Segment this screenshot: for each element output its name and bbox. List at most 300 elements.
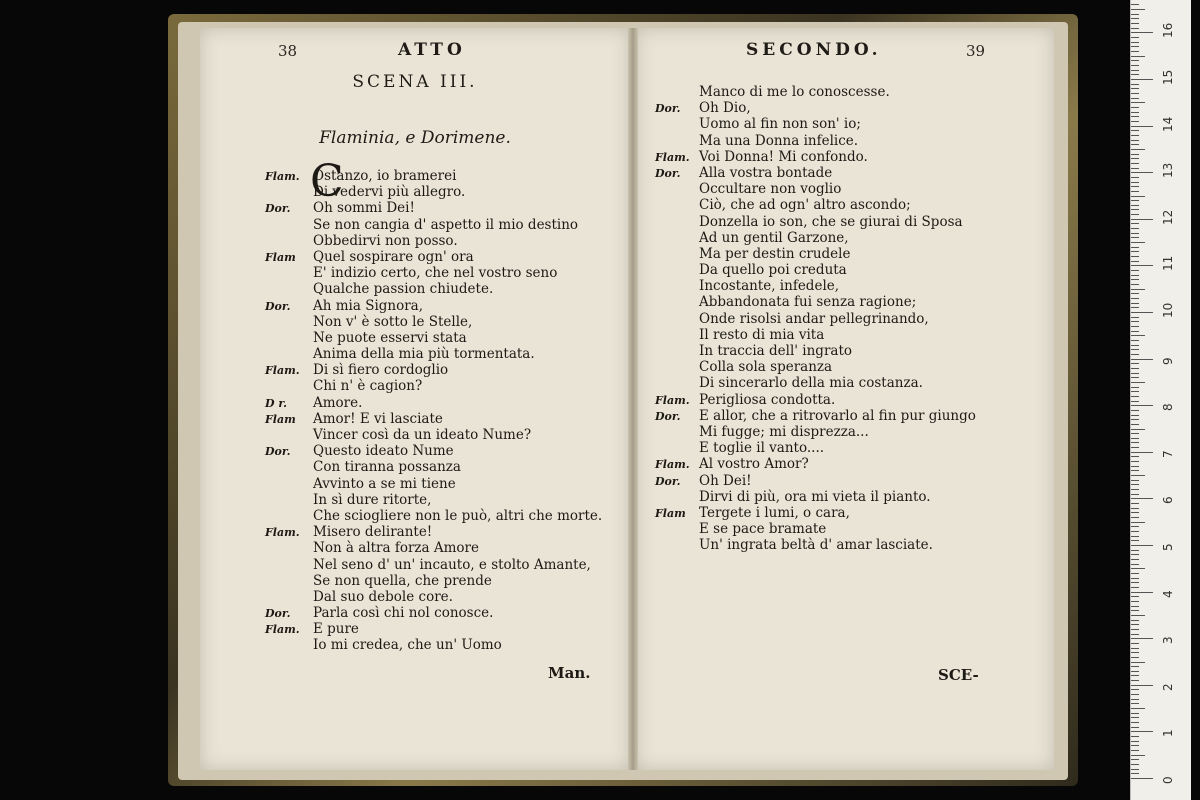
verse-text: Colla sola speranza <box>699 359 833 376</box>
ruler-tick <box>1131 172 1153 173</box>
ruler-tick <box>1131 256 1139 257</box>
ruler-number: 4 <box>1161 589 1175 598</box>
ruler-tick <box>1131 51 1139 52</box>
ruler-tick <box>1131 163 1139 164</box>
ruler-tick <box>1131 144 1139 145</box>
verse-text: E pure <box>313 621 359 638</box>
verse-text: Io mi credea, che un' Uomo <box>313 637 502 654</box>
text-line <box>265 443 602 459</box>
ruler-tick <box>1131 219 1153 220</box>
ruler-tick <box>1131 247 1139 248</box>
ruler-tick <box>1131 42 1139 43</box>
text-line <box>265 217 602 233</box>
ruler-tick <box>1131 298 1139 299</box>
ruler-tick <box>1131 116 1139 117</box>
speaker-label: Flam. <box>655 393 690 407</box>
ruler-tick <box>1131 279 1139 280</box>
verse-text: E se pace bramate <box>699 521 827 538</box>
ruler-tick <box>1131 564 1139 565</box>
ruler-tick <box>1131 331 1139 332</box>
ruler-tick <box>1131 769 1139 770</box>
left-page-text <box>265 168 602 654</box>
ruler-tick <box>1131 671 1139 672</box>
verse-text: E toglie il vanto.... <box>699 440 825 457</box>
text-line <box>655 408 976 424</box>
text-line <box>265 395 602 411</box>
text-line <box>265 589 602 605</box>
ruler-tick <box>1131 251 1139 252</box>
ruler-tick <box>1131 759 1139 760</box>
text-line <box>265 524 602 540</box>
ruler-tick <box>1131 121 1139 122</box>
verse-text: Misero delirante! <box>313 524 433 541</box>
left-catchword: Man. <box>548 664 591 682</box>
ruler-tick <box>1131 177 1139 178</box>
ruler-number: 15 <box>1161 69 1175 85</box>
ruler-tick <box>1131 387 1139 388</box>
verse-text: Ah mia Signora, <box>313 297 424 314</box>
ruler-tick <box>1131 764 1139 765</box>
ruler-tick <box>1131 289 1145 290</box>
ruler-number: 1 <box>1161 729 1175 738</box>
ruler-tick <box>1131 634 1139 635</box>
ruler-tick <box>1131 778 1153 779</box>
verse-text: Con tiranna possanza <box>313 459 461 476</box>
ruler-tick <box>1131 46 1139 47</box>
speaker-label: Flam <box>265 250 296 264</box>
verse-text: In sì dure ritorte, <box>313 491 432 508</box>
verse-text: Perigliosa condotta. <box>699 391 836 408</box>
ruler-tick <box>1131 727 1139 728</box>
verse-text: Ma per destin crudele <box>699 245 851 262</box>
ruler-tick <box>1131 540 1139 541</box>
ruler-tick <box>1131 354 1139 355</box>
ruler-number: 0 <box>1161 776 1175 784</box>
ruler-tick <box>1131 680 1139 681</box>
ruler-tick <box>1131 517 1139 518</box>
verse-text: Uomo al fin non son' io; <box>699 116 861 133</box>
ruler-tick <box>1131 587 1139 588</box>
ruler-tick <box>1131 489 1139 490</box>
ruler-tick <box>1131 624 1139 625</box>
speaker-label: Flam. <box>265 526 300 540</box>
verse-text: Avvinto a se mi tiene <box>313 475 456 492</box>
ruler-tick <box>1131 568 1145 569</box>
ruler-tick <box>1131 610 1139 611</box>
text-line <box>265 298 602 314</box>
text-line <box>265 378 602 394</box>
verse-text: Il resto di mia vita <box>699 326 825 343</box>
ruler-tick <box>1131 424 1139 425</box>
ruler-tick <box>1131 135 1139 136</box>
text-line <box>655 116 976 132</box>
ruler-tick <box>1131 79 1153 80</box>
ruler-tick <box>1131 722 1139 723</box>
ruler-number: 10 <box>1161 302 1175 318</box>
ruler-tick <box>1131 65 1139 66</box>
text-line <box>265 346 602 362</box>
speaker-label: Flam. <box>655 458 690 472</box>
text-line <box>655 278 976 294</box>
text-line <box>265 459 602 475</box>
ruler-tick <box>1131 265 1153 266</box>
ruler-tick <box>1131 550 1139 551</box>
text-line <box>655 262 976 278</box>
ruler-tick <box>1131 317 1139 318</box>
ruler-tick <box>1131 573 1139 574</box>
verse-text: E' indizio certo, che nel vostro seno <box>313 265 558 282</box>
verse-text: Mi fugge; mi disprezza... <box>699 423 869 440</box>
ruler-tick <box>1131 149 1145 150</box>
verse-text: Questo ideato Nume <box>313 443 454 460</box>
ruler-tick <box>1131 713 1139 714</box>
ruler-tick <box>1131 130 1139 131</box>
verse-text: Al vostro Amor? <box>699 456 809 473</box>
ruler-tick <box>1131 205 1139 206</box>
verse-text: Di vedervi più allegro. <box>313 184 466 201</box>
text-line <box>265 557 602 573</box>
text-line <box>655 214 976 230</box>
verse-text: Manco di me lo conoscesse. <box>699 84 890 100</box>
ruler-tick <box>1131 456 1139 457</box>
ruler-tick <box>1131 662 1145 663</box>
ruler-tick <box>1131 196 1145 197</box>
verse-text: Quel sospirare ogn' ora <box>313 248 474 265</box>
verse-text: Vincer così da un ideato Nume? <box>313 427 532 443</box>
verse-text: Di sincerarlo della mia costanza. <box>699 375 923 392</box>
verse-text: Occultare non voglio <box>699 181 842 198</box>
ruler-tick <box>1131 359 1153 360</box>
ruler-tick <box>1131 335 1145 336</box>
text-line <box>655 165 976 181</box>
ruler-tick <box>1131 442 1139 443</box>
ruler-tick <box>1131 433 1139 434</box>
text-line <box>655 294 976 310</box>
verse-text: Parla così chi nol conosce. <box>313 605 494 622</box>
measuring-ruler <box>1130 0 1191 800</box>
text-line <box>265 411 602 427</box>
ruler-tick <box>1131 270 1139 271</box>
ruler-tick <box>1131 741 1139 742</box>
ruler-tick <box>1131 242 1145 243</box>
ruler-tick <box>1131 526 1139 527</box>
text-line <box>265 168 602 184</box>
ruler-tick <box>1131 643 1139 644</box>
text-line <box>265 265 602 281</box>
speaker-label: Dor. <box>655 409 681 423</box>
text-line <box>265 621 602 637</box>
ruler-tick <box>1131 731 1153 732</box>
ruler-tick <box>1131 745 1139 746</box>
ruler-tick <box>1131 638 1153 639</box>
speaker-label: Dor. <box>655 474 681 488</box>
verse-text: Amor! E vi lasciate <box>313 410 443 427</box>
verse-text: Oh sommi Dei! <box>313 200 415 217</box>
text-line <box>655 505 976 521</box>
verse-text: In traccia dell' ingrato <box>699 343 853 359</box>
speaker-label: Flam. <box>265 170 300 183</box>
ruler-tick <box>1131 37 1139 38</box>
ruler-tick <box>1131 578 1139 579</box>
speaker-label: Flam. <box>265 364 300 378</box>
text-line <box>655 489 976 505</box>
text-line <box>655 327 976 343</box>
ruler-tick <box>1131 508 1139 509</box>
ruler-tick <box>1131 685 1153 686</box>
ruler-tick <box>1131 461 1139 462</box>
ruler-tick <box>1131 438 1139 439</box>
text-line <box>265 330 602 346</box>
speaker-label: Flam. <box>265 623 300 637</box>
ruler-tick <box>1131 498 1153 499</box>
ruler-tick <box>1131 307 1139 308</box>
verse-text: Oh Dio, <box>699 100 751 117</box>
ruler-tick <box>1131 88 1139 89</box>
text-line <box>655 133 976 149</box>
text-line <box>265 233 602 249</box>
text-line <box>655 537 976 553</box>
speaker-label: Flam <box>265 412 296 426</box>
verse-text: Qualche passion chiudete. <box>313 281 494 298</box>
ruler-tick <box>1131 349 1139 350</box>
ruler-tick <box>1131 214 1139 215</box>
ruler-tick <box>1131 363 1139 364</box>
scene-characters: Flaminia, e Dorimene. <box>319 128 511 148</box>
ruler-tick <box>1131 447 1139 448</box>
ruler-number: 12 <box>1161 209 1175 225</box>
verse-text: Che sciogliere non le può, altri che morte. <box>313 507 603 524</box>
text-line <box>655 84 976 100</box>
text-line <box>265 492 602 508</box>
text-line <box>655 359 976 375</box>
verse-text: Ad un gentil Garzone, <box>699 229 849 246</box>
ruler-tick <box>1131 102 1145 103</box>
speaker-label: Dor. <box>265 202 291 216</box>
ruler-tick <box>1131 28 1139 29</box>
text-line <box>655 149 976 165</box>
ruler-tick <box>1131 23 1139 24</box>
ruler-tick <box>1131 321 1139 322</box>
ruler-number: 3 <box>1161 636 1175 645</box>
verse-text: Obbedirvi non posso. <box>313 232 458 249</box>
text-line <box>655 456 976 472</box>
verse-text: Anima della mia più tormentata. <box>313 346 535 363</box>
ruler-tick <box>1131 373 1139 374</box>
ruler-tick <box>1131 312 1153 313</box>
verse-text: Ne puote esservi stata <box>313 329 467 346</box>
ruler-tick <box>1131 326 1139 327</box>
text-line <box>655 181 976 197</box>
verse-text: Onde risolsi andar pellegrinando, <box>699 310 929 327</box>
scene-title: SCENA III. <box>352 72 478 92</box>
ruler-number: 9 <box>1161 356 1175 365</box>
verse-text: Amore. <box>313 394 363 411</box>
ruler-tick <box>1131 652 1139 653</box>
ruler-tick <box>1131 466 1139 467</box>
text-line <box>655 424 976 440</box>
ruler-tick <box>1131 522 1145 523</box>
ruler-tick <box>1131 228 1139 229</box>
ruler-tick <box>1131 209 1139 210</box>
ruler-tick <box>1131 615 1145 616</box>
ruler-tick <box>1131 340 1139 341</box>
verse-text: Nel seno d' un' incauto, e stolto Amante, <box>313 556 591 573</box>
ruler-tick <box>1131 703 1139 704</box>
right-page-text <box>655 84 976 553</box>
right-catchword: SCE- <box>938 666 979 684</box>
ruler-tick <box>1131 396 1139 397</box>
text-line <box>265 508 602 524</box>
right-running-head: SECONDO. <box>746 40 882 60</box>
verse-text: Di sì fiero cordoglio <box>313 362 449 379</box>
text-line <box>265 249 602 265</box>
ruler-tick <box>1131 70 1139 71</box>
text-line <box>265 314 602 330</box>
ruler-tick <box>1131 223 1139 224</box>
speaker-label: Dor. <box>265 299 291 313</box>
text-line <box>265 362 602 378</box>
ruler-tick <box>1131 554 1139 555</box>
ruler-tick <box>1131 293 1139 294</box>
text-line <box>265 281 602 297</box>
ruler-tick <box>1131 536 1139 537</box>
ruler-number: 2 <box>1161 683 1175 691</box>
ruler-tick <box>1131 93 1139 94</box>
ruler-tick <box>1131 154 1139 155</box>
speaker-label: Dor. <box>655 102 681 116</box>
ruler-tick <box>1131 620 1139 621</box>
verse-text: Alla vostra bontade <box>699 164 833 181</box>
ruler-tick <box>1131 261 1139 262</box>
ruler-tick <box>1131 559 1139 560</box>
ruler-tick <box>1131 629 1139 630</box>
verse-text: Chi n' è cagion? <box>313 378 423 395</box>
ruler-number: 5 <box>1161 543 1175 551</box>
verse-text: Tergete i lumi, o cara, <box>699 504 850 521</box>
ruler-tick <box>1131 657 1139 658</box>
text-line <box>655 392 976 408</box>
verse-text: Se non cangia d' aspetto il mio destino <box>313 216 579 233</box>
verse-text: Voi Donna! Mi confondo. <box>699 148 868 165</box>
text-line <box>265 200 602 216</box>
drop-capital: C <box>310 156 344 207</box>
text-line <box>655 311 976 327</box>
ruler-tick <box>1131 32 1153 33</box>
ruler-tick <box>1131 470 1139 471</box>
ruler-number: 8 <box>1161 403 1175 412</box>
verse-text: Ma una Donna infelice. <box>699 132 859 149</box>
ruler-tick <box>1131 405 1153 406</box>
text-line <box>655 230 976 246</box>
text-line <box>265 637 602 653</box>
ruler-tick <box>1131 699 1139 700</box>
ruler-tick <box>1131 284 1139 285</box>
ruler-tick <box>1131 689 1139 690</box>
ruler-tick <box>1131 56 1145 57</box>
ruler-tick <box>1131 14 1139 15</box>
verse-text: Dirvi di più, ora mi vieta il pianto. <box>699 488 931 505</box>
ruler-tick <box>1131 233 1139 234</box>
ruler-tick <box>1131 200 1139 201</box>
ruler-tick <box>1131 592 1153 593</box>
text-line <box>265 184 602 200</box>
ruler-tick <box>1131 750 1139 751</box>
ruler-number: 6 <box>1161 496 1175 505</box>
left-page-number: 38 <box>278 42 298 60</box>
ruler-tick <box>1131 84 1139 85</box>
verse-text: Incostante, infedele, <box>699 278 840 295</box>
ruler-tick <box>1131 596 1139 597</box>
text-line <box>655 473 976 489</box>
ruler-tick <box>1131 494 1139 495</box>
verse-text: Non à altra forza Amore <box>313 540 480 557</box>
verse-text: Abbandonata fui senza ragione; <box>699 294 917 311</box>
ruler-tick <box>1131 666 1139 667</box>
speaker-label: Dor. <box>655 166 681 180</box>
left-running-head: ATTO <box>398 40 466 60</box>
ruler-tick <box>1131 9 1145 10</box>
ruler-tick <box>1131 401 1139 402</box>
ruler-tick <box>1131 4 1139 5</box>
ruler-tick <box>1131 773 1139 774</box>
ruler-tick <box>1131 717 1139 718</box>
speaker-label: D r. <box>265 396 287 410</box>
ruler-tick <box>1131 648 1139 649</box>
verse-text: Donzella io son, che se giurai di Sposa <box>699 213 963 230</box>
ruler-tick <box>1131 168 1139 169</box>
ruler-tick <box>1131 60 1139 61</box>
text-line <box>655 521 976 537</box>
ruler-number: 13 <box>1161 162 1175 179</box>
verse-text: Un' ingrata beltà d' amar lasciate. <box>699 537 933 554</box>
text-line <box>655 375 976 391</box>
ruler-tick <box>1131 410 1139 411</box>
text-line <box>655 246 976 262</box>
ruler-tick <box>1131 601 1139 602</box>
ruler-tick <box>1131 694 1139 695</box>
text-line <box>265 573 602 589</box>
ruler-tick <box>1131 158 1139 159</box>
verse-text: E allor, che a ritrovarlo al fin pur giungo <box>699 407 976 424</box>
ruler-tick <box>1131 186 1139 187</box>
speaker-label: Flam <box>655 506 686 520</box>
text-line <box>265 540 602 556</box>
ruler-tick <box>1131 391 1139 392</box>
ruler-tick <box>1131 419 1139 420</box>
text-line <box>655 197 976 213</box>
verse-text: Ostanzo, io bramerei <box>313 168 457 184</box>
ruler-tick <box>1131 107 1139 108</box>
verse-text: Ciò, che ad ogn' altro ascondo; <box>699 197 911 214</box>
ruler-tick <box>1131 345 1139 346</box>
ruler-tick <box>1131 377 1139 378</box>
verse-text: Dal suo debole core. <box>313 588 453 605</box>
ruler-tick <box>1131 545 1153 546</box>
ruler-tick <box>1131 140 1139 141</box>
ruler-tick <box>1131 606 1139 607</box>
ruler-tick <box>1131 303 1139 304</box>
ruler-tick <box>1131 237 1139 238</box>
ruler-tick <box>1131 429 1145 430</box>
speaker-label: Dor. <box>265 607 291 621</box>
text-line <box>655 100 976 116</box>
ruler-tick <box>1131 74 1139 75</box>
ruler-number: 11 <box>1161 256 1175 272</box>
right-page-number: 39 <box>966 42 986 60</box>
speaker-label: Dor. <box>265 445 291 459</box>
ruler-tick <box>1131 182 1139 183</box>
ruler-tick <box>1131 484 1139 485</box>
